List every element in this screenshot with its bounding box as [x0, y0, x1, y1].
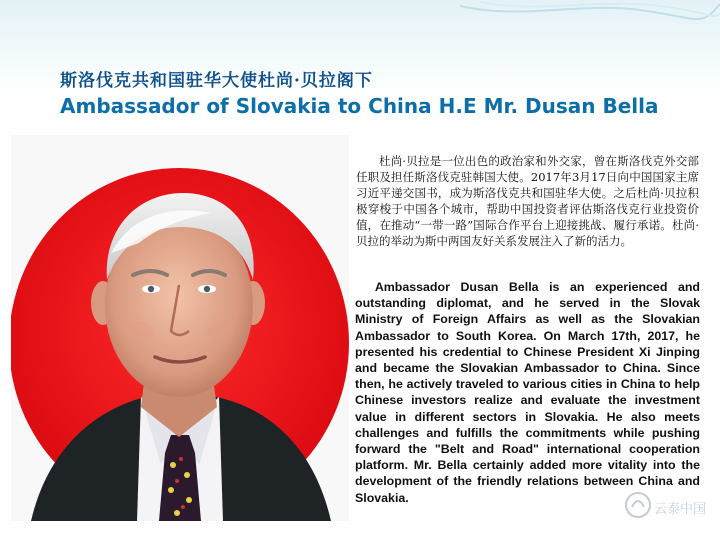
- watermark-logo: [622, 485, 712, 529]
- bio-english: Ambassador Dusan Bella is an experienced and outstanding diplomat, and he served in the Slovak Ministry of Foreign Affairs as well as the Slovakian Ambassador to South Korea. On March 17th, 2017, he presented his credential to Chinese President Xi Jinping and became the Slovakian Ambassador to China. Since then, he actively traveled to various cities in China to help Chinese investors realize and evaluate the investment value in different sectors in Slovakia. He also meets challenges and fulfills the commitments while pushing forward the "Belt and Road" international cooperation platform. Mr. Bella certainly added more vitality into the development of the friendly relations between China and Slovakia.: [355, 280, 700, 505]
- decorative-swirl: [460, 0, 720, 40]
- watermark-text: 云泰中国: [654, 502, 707, 517]
- portrait-image: [11, 135, 349, 521]
- bio-chinese: 杜尚·贝拉是一位出色的政治家和外交家，曾在斯洛伐克外交部任职及担任斯洛伐克驻韩国大使。2017年3月17日向中国国家主席习近平递交国书，成为斯洛伐克共和国驻华大使。之后杜尚·贝拉积极穿梭于中国各个城市，帮助中国投资者评估斯洛伐克行业投资价值，在推动“一带一路”国际合作平台上迎接挑战、履行承诺。杜尚·贝拉的举动为斯中两国友好关系发展注入了新的活力。: [356, 154, 699, 248]
- page-title-chinese: 斯洛伐克共和国驻华大使杜尚·贝拉阁下: [60, 71, 373, 91]
- page-title-english: Ambassador of Slovakia to China H.E Mr. Dusan Bella: [60, 94, 659, 118]
- ambassador-portrait: [11, 135, 349, 521]
